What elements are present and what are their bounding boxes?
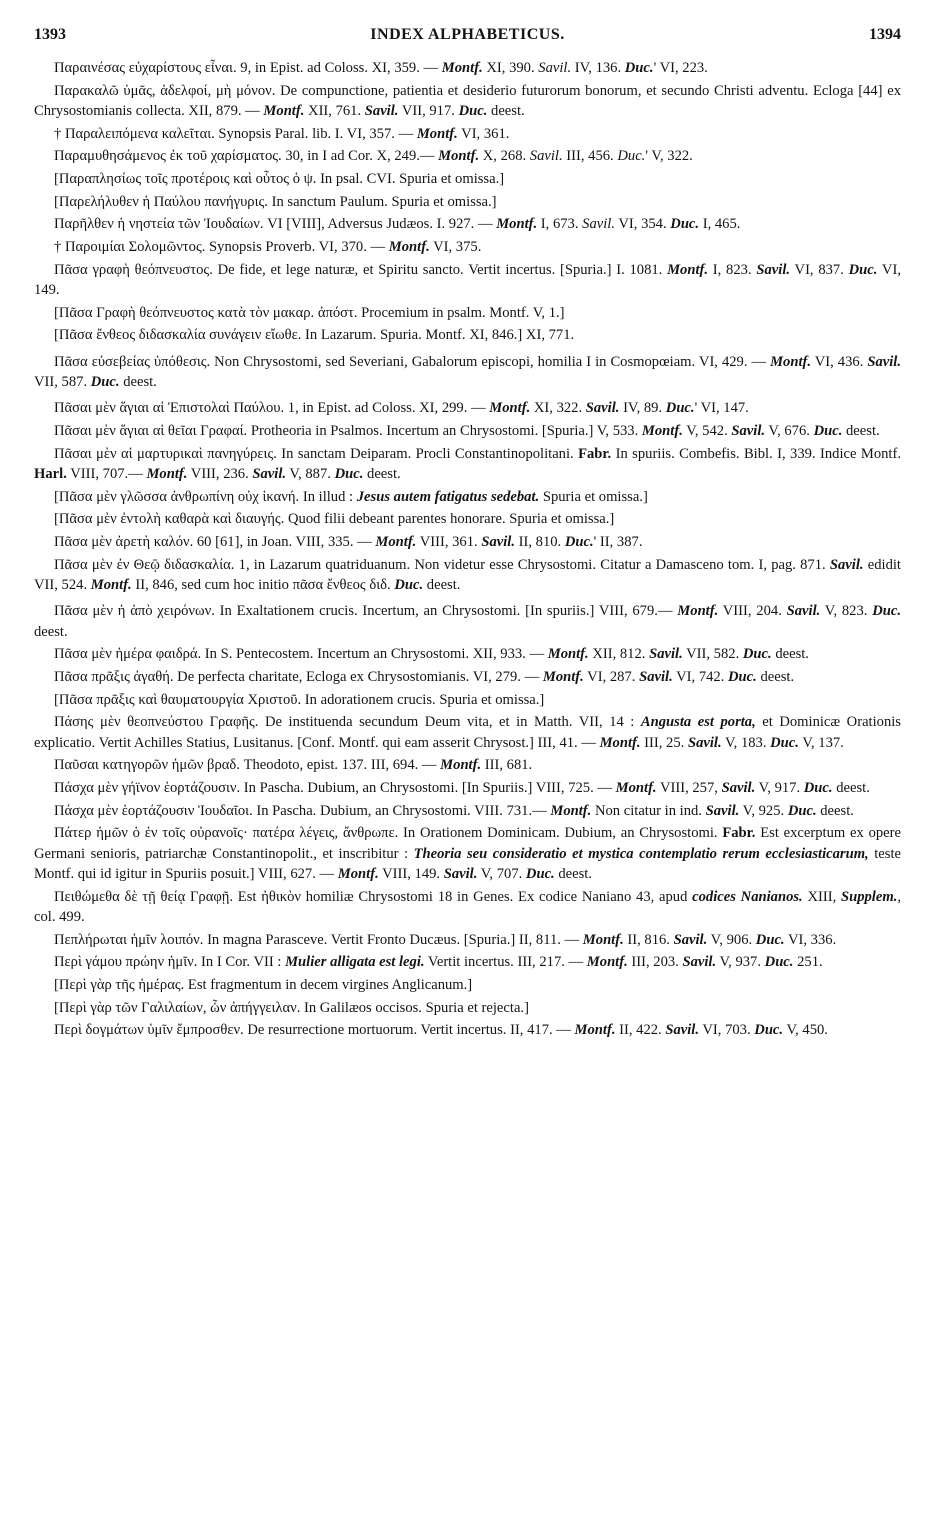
entry-text: IV, 136. [571,60,625,76]
index-entry [34,755,901,775]
index-entry [34,644,901,664]
entry-text: VI, 837. [790,261,849,278]
entry-text: Duc. [525,866,555,883]
entry-text: V, 137. [798,734,844,751]
entry-text: VI, 149. [34,261,901,299]
running-title: INDEX ALPHABETICUS. [370,26,565,43]
entry-text: Παραινέσας εὐχαρίστους εἶναι. 9, in Epist. ad Coloss. XI, 359. — [54,60,442,76]
entry-text: Montf. [441,60,483,76]
entry-text: ' VI, 223. [653,60,708,76]
entry-text: Duc. [90,374,120,391]
index-entry [34,487,901,507]
entry-text: V, 925. [739,802,788,819]
entry-text: Πᾶσαι μὲν ἅγιαι αἱ Ἐπιστολαὶ Παύλου. 1, in Epist. ad Coloss. XI, 299. — [54,400,490,417]
entry-text: deest. [119,374,157,391]
index-entry [34,823,901,884]
entry-text: ' V, 322. [645,148,693,165]
entry-text: II, 816. [623,931,674,948]
entry-text: Duc. [394,577,424,594]
entry-text: VIII, 707.— [66,466,147,483]
index-entry [34,930,901,950]
entry-text: Duc. [770,734,799,751]
index-entry [34,352,901,393]
entry-text: VI, 436. [811,353,868,370]
index-entry [34,124,901,144]
entry-text: I, 465. [699,216,741,233]
entry-text: Montf. [582,931,624,948]
index-entry [34,58,901,78]
entry-text: Duc. [787,802,817,819]
entry-text: Vertit incertus. III, 217. — [424,954,587,971]
entry-text: Duc. [458,102,488,119]
entry-text: Πᾶσα γραφὴ θεόπνευστος. De fide, et lege naturæ, et Spiritu sancto. Vertit incertus. [Spuria.] I. 1081. [54,261,668,278]
entry-text: Duc. [334,466,364,483]
index-entry [34,601,901,642]
entry-text: Πάτερ ἡμῶν ὁ ἐν τοῖς οὐρανοῖς· πατέρα λέγεις, ἄνθρωπε. In Orationem Dominicam. Dubium, an Chrysostomi. [54,825,723,842]
entry-text: IV, 89. [619,400,666,417]
entry-text: Πειθώμεθα δὲ τῇ θείᾳ Γραφῇ. Est ἠθικὸν homiliæ Chrysostomi 18 in Genes. Ex codice Naniano 43, apud [54,888,693,905]
entry-text: Montf. [337,866,379,883]
entry-text: et Dominicæ Orationis explicatio. Vertit Achilles Statius, Lusitanus. [Conf. Montf. qui eam asserit Chrysost.] III, 41. — [34,714,901,751]
entry-text: V, 937. [716,954,765,971]
entry-text: Savil. [481,534,515,551]
entry-text: Savil. [829,556,864,573]
entry-text: Savil. [538,60,572,76]
entry-text: deest. [363,466,401,483]
entry-text: Fabr. [722,825,756,842]
index-entry [34,303,901,323]
entry-text: Duc. [624,60,654,76]
entry-text: Jesus autem fatigatus sedebat. [356,488,540,505]
entry-text: VIII, 257, [656,780,722,797]
entry-text: Παρῆλθεν ἡ νηστεία τῶν Ἰουδαίων. VI [VIII], Adversus Judæos. I. 927. — [54,216,497,233]
entry-text: 251. [793,954,823,971]
entry-text: I, 823. [708,261,757,278]
entry-text: Duc. [755,931,785,948]
entry-text: deest. [832,780,870,797]
entry-text: Duc. [813,423,843,440]
entry-text: Montf. [677,603,719,620]
index-entry [34,421,901,441]
entry-text: V, 450. [783,1022,828,1039]
index-entry [34,801,901,821]
entry-text: [Περὶ γὰρ τῆς ἡμέρας. Est fragmentum in decem virgines Anglicanum.] [54,977,473,994]
page-header [34,26,901,52]
entry-text: VII, 587. [34,374,91,391]
entry-text: VIII, 361. [416,534,482,551]
entry-text: Πάσης μὲν θεοπνεύστου Γραφῆς. De instituenda secundum Deum vita, et in Matth. VII, 14 : [54,714,641,731]
index-entry [34,532,901,552]
index-entry [34,690,901,710]
entry-text: [Παρελήλυθεν ἡ Παύλου πανήγυρις. In sanctum Paulum. Spuria et omissa.] [54,193,497,210]
entry-text: I, 673. [537,216,583,233]
entry-text: Duc. [617,148,646,165]
index-entry [34,260,901,301]
index-entry [34,169,901,189]
entry-text: [Πᾶσα πρᾶξις καὶ θαυματουργία Χριστοῦ. In adorationem crucis. Spuria et omissa.] [54,691,545,708]
entry-text: Fabr. [578,445,612,462]
entry-text: Savil. [529,148,563,165]
entry-text: Montf. [574,1022,616,1039]
entry-text: Duc. [665,400,695,417]
entry-text: Savil. [443,866,478,883]
entry-text: VI, 354. [615,216,671,233]
entry-text: Duc. [754,1022,784,1039]
entry-text: XII, 812. [588,646,650,663]
entry-text: V, 887. [286,466,335,483]
entry-text: V, 906. [707,931,756,948]
entry-text: deest. [771,646,809,663]
entry-text: Savil. [639,669,673,686]
entry-text: Duc. [803,780,833,797]
entry-text: Mulier alligata est legi. [285,954,425,971]
entry-text: Savil. [585,400,620,417]
index-entries [34,58,901,1043]
entry-text: VIII, 149. [378,866,444,883]
entry-text: II, 810. [514,534,565,551]
entry-text: Πᾶσα μὲν ἡμέρα φαιδρά. In S. Pentecostem. Incertum an Chrysostomi. XII, 933. — [54,646,548,663]
index-entry [34,237,901,257]
entry-text: Savil. [364,102,399,119]
entry-text: XIII, [802,888,841,905]
index-entry [34,398,901,418]
entry-text: Savil. [252,466,287,483]
entry-text: Montf. [496,216,538,233]
entry-text: [Πᾶσα μὲν ἐντολὴ καθαρὰ καὶ διαυγής. Quod filii debeant parentes honorare. Spuria et omissa.] [54,511,615,528]
entry-text: Est excerptum ex opere Germani senioris, patriarchæ Constantinopolit., et inscribitur : [34,825,901,862]
index-entry [34,1020,901,1040]
entry-text: [Πᾶσα Γραφὴ θεόπνευστος κατὰ τὸν μακαρ. ἀπόστ. Procemium in psalm. Montf. V, 1.] [54,304,565,321]
entry-text: Montf. [770,353,812,370]
index-entry [34,444,901,485]
index-entry [34,712,901,753]
entry-text: Savil. [665,1022,699,1039]
left-page-number: 1393 [34,26,66,43]
entry-text: Πάσχα μὲν γήϊνον ἑορτάζουσιν. In Pascha. Dubium, an Chrysostomi. [In Spuriis.] VIII, 725. — [54,780,616,797]
index-entry [34,555,901,596]
entry-text: VI, 703. [699,1022,755,1039]
index-entry [34,667,901,687]
entry-text: III, 203. [627,954,683,971]
entry-text: Montf. [263,102,305,119]
entry-text: XI, 322. [530,400,586,417]
entry-text: [Πᾶσα ἔνθεος διδασκαλία συνάγειν εἴωθε. In Lazarum. Spuria. Montf. XI, 846.] XI, 771. [54,327,575,344]
entry-text: Savil. [673,931,708,948]
entry-text: Montf. [489,400,531,417]
index-entry [34,214,901,234]
entry-text: deest. [34,623,68,640]
entry-text: V, 676. [765,423,814,440]
entry-text: V, 707. [477,866,526,883]
entry-text: Πᾶσαι μὲν αἱ μαρτυρικαὶ πανηγύρεις. In sanctam Deiparam. Procli Constantinopolitani. [54,445,579,462]
entry-text: [Πᾶσα μὲν γλῶσσα ἀνθρωπίνη οὐχ ἱκανή. In illud : [54,488,357,505]
entry-text: Πάσχα μὲν ἑορτάζουσιν Ἰουδαῖοι. In Pascha. Dubium, an Chrysostomi. VIII. 731.— [54,802,551,819]
entry-text: VII, 582. [682,646,743,663]
entry-text: Montf. [586,954,628,971]
entry-text: † Παραλειπόμενα καλεῖται. Synopsis Paral. lib. I. VI, 357. — [54,125,417,142]
entry-text: XI, 390. [482,60,539,76]
entry-text: Angusta est porta, [640,714,756,731]
entry-text: III, 456. [562,148,618,165]
entry-text: V, 183. [721,734,771,751]
entry-text: VI, 375. [429,239,482,256]
entry-text: deest. [756,669,795,686]
entry-text: Savil. [756,261,791,278]
entry-text: Montf. [440,757,482,774]
index-entry [34,146,901,166]
entry-text: deest. [487,102,525,119]
entry-text: Περὶ δογμάτων ὑμῖν ἔμπροσθεν. De resurrectione mortuorum. Vertit incertus. II, 417. — [54,1022,575,1039]
entry-text: III, 681. [481,757,533,774]
entry-text: VIII, 236. [187,466,253,483]
entry-text: Montf. [641,423,683,440]
entry-text: Savil. [721,780,756,797]
entry-text: Παραμυθησάμενος ἐκ τοῦ χαρίσματος. 30, in I ad Cor. X, 249.— [54,148,439,165]
entry-text: Savil. [867,353,901,370]
entry-text: Παρακαλῶ ὑμᾶς, ἀδελφοί, μὴ μόνον. De compunctione, patientia et desiderio futurorum bonorum, et secundo Christi adventu. Ecloga [44] ex Chrysostomianis collecta. XII, 879. — [34,82,901,119]
entry-text: Πᾶσα εὐσεβείας ὑπόθεσις. Non Chrysostomi, sed Severiani, Gabalorum episcopi, homilia I in Cosmopœiam. VI, 429. — [54,353,771,370]
entry-text: Παῦσαι κατηγορῶν ἡμῶν βραδ. Theodoto, epist. 137. III, 694. — [54,757,441,774]
entry-text: Spuria et omissa.] [539,488,648,505]
entry-text: Montf. [667,261,709,278]
right-page-number: 1394 [869,26,901,43]
entry-text: Πεπλήρωται ἡμῖν λοιπόν. In magna Parasceve. Vertit Fronto Ducæus. [Spuria.] II, 811. — [54,931,583,948]
entry-text: Montf. [146,466,188,483]
entry-text: II, 422. [615,1022,666,1039]
entry-text: Duc. [848,261,878,278]
entry-text: Montf. [438,148,480,165]
index-entry [34,509,901,529]
entry-text: III, 25. [640,734,688,751]
entry-text: Περὶ γάμου πρώην ἡμῖν. In I Cor. VII : [54,954,286,971]
entry-text: Supplem. [840,888,898,905]
entry-text: V, 823. [820,603,873,620]
entry-text: II, 846, sed cum hoc initio πᾶσα ἔνθεος διδ. [131,577,395,594]
entry-text: VIII, 204. [718,603,787,620]
entry-text: V, 917. [755,780,804,797]
entry-text: VI, 361. [457,125,510,142]
entry-text: In spuriis. Combefis. Bibl. I, 339. Indice Montf. [611,445,901,462]
entry-text: V, 542. [682,423,732,440]
entry-text: Duc. [764,954,794,971]
entry-text: Duc. [728,669,757,686]
entry-text: Non citatur in ind. [591,802,706,819]
entry-text: Savil. [649,646,683,663]
entry-text: Savil. [786,603,821,620]
entry-text: Duc. [670,216,700,233]
entry-text: ' VI, 147. [694,400,749,417]
entry-text: Πᾶσα μὲν ἐν Θεῷ διδασκαλία. 1, in Lazarum quatriduanum. Non videtur esse Chrysostomi. Citatur a Damasceno tom. I, pag. 871. [54,556,830,573]
entry-text: Montf. [90,577,132,594]
index-entry [34,778,901,798]
entry-text: Duc. [742,646,772,663]
entry-text: Montf. [615,780,657,797]
entry-text: Πᾶσαι μὲν ἅγιαι αἱ θεῖαι Γραφαί. Protheoria in Psalmos. Incertum an Chrysostomi. [Spuria.] V, 533. [54,423,642,440]
entry-text: XII, 761. [304,102,365,119]
entry-text: Duc. [872,603,901,620]
entry-text: VI, 336. [784,931,837,948]
entry-text: Montf. [547,646,589,663]
entry-text: Montf. [416,125,458,142]
entry-text: Savil. [731,423,766,440]
entry-text: [Περὶ γὰρ τῶν Γαλιλαίων, ὧν ἀπήγγειλαν. In Galilæos occisos. Spuria et rejecta.] [54,999,529,1016]
entry-text: Πᾶσα μὲν ἀρετὴ καλόν. 60 [61], in Joan. VIII, 335. — [54,534,376,551]
entry-text: [Παραπλησίως τοῖς προτέροις καὶ οὗτος ὁ ψ. In psal. CVI. Spuria et omissa.] [54,171,505,188]
entry-text: edidit VII, 524. [34,556,901,594]
entry-text: Montf. [375,534,417,551]
index-entry [34,998,901,1018]
entry-text: Montf. [599,734,641,751]
entry-text: Savil. [682,954,717,971]
entry-text: VII, 917. [398,102,459,119]
entry-text: Πᾶσα πρᾶξις ἀγαθή. De perfecta charitate, Ecloga ex Chrysostomianis. VI, 279. — [54,669,543,686]
entry-text: Montf. [388,239,430,256]
entry-text: X, 268. [479,148,530,165]
entry-text: Savil. [582,216,615,233]
entry-text: VI, 742. [672,669,729,686]
entry-text: Theoria seu consideratio et mystica contemplatio rerum ecclesiasticarum, [413,845,869,862]
entry-text: Πᾶσα μὲν ἡ ἀπὸ χειρόνων. In Exaltationem crucis. Incertum, an Chrysostomi. [In spuriis.] VIII, 679.— [54,603,678,620]
entry-text: , col. 499. [34,888,901,926]
index-entry [34,325,901,345]
entry-text: Montf. [550,802,592,819]
index-entry [34,81,901,122]
entry-text: codices Nanianos. [692,888,803,905]
entry-text: VI, 287. [583,669,640,686]
entry-text: Montf. [542,669,584,686]
index-entry [34,952,901,972]
entry-text: deest. [554,866,593,883]
index-entry [34,887,901,928]
index-entry [34,192,901,212]
entry-text: deest. [842,423,880,440]
entry-text: teste Montf. qui id igitur in Spuriis posuit.] VIII, 627. — [34,845,901,883]
entry-text: Savil. [687,734,722,751]
entry-text: Savil. [705,802,740,819]
entry-text: Harl. [34,466,67,483]
entry-text: deest. [423,577,461,594]
entry-text: Duc. [564,534,594,551]
index-entry [34,975,901,995]
entry-text: † Παροιμίαι Σολομῶντος. Synopsis Proverb. VI, 370. — [54,239,389,256]
entry-text: ' II, 387. [593,534,643,551]
entry-text: deest. [816,802,854,819]
